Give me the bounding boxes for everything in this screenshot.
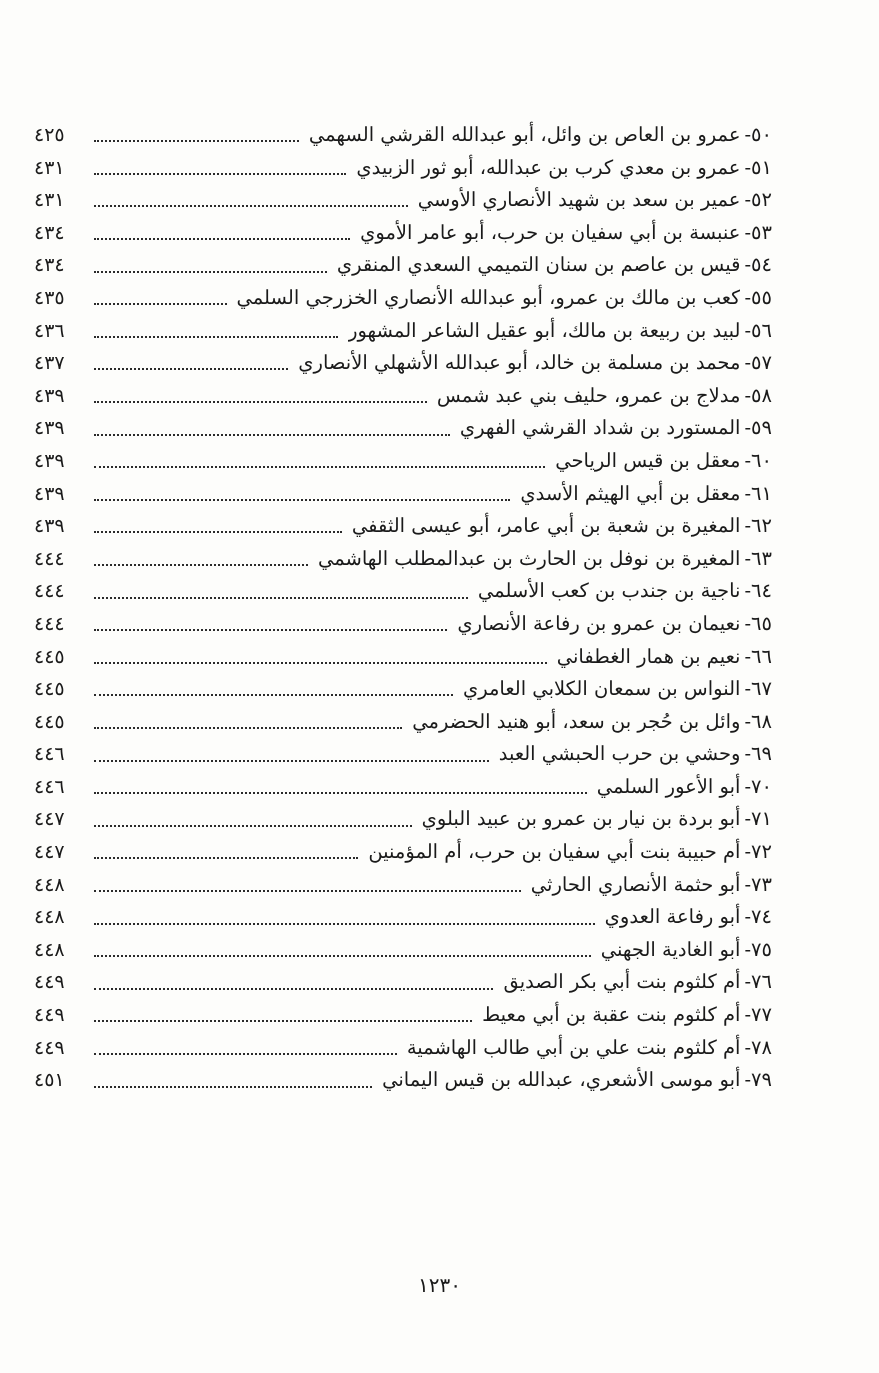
dot-leader: [94, 271, 327, 273]
entry-title: أبو بردة بن نيار بن عمرو بن عبيد البلوي: [421, 807, 741, 831]
entry-page: ٤٣٩: [34, 515, 65, 538]
entry-title: عنبسة بن أبي سفيان بن حرب، أبو عامر الأموي: [360, 220, 741, 244]
entry-page: ٤٣١: [34, 156, 65, 179]
dot-leader: [94, 205, 408, 207]
entry-number: ٦١-: [744, 481, 772, 505]
entry-title: نعيم بن همار الغطفاني: [556, 644, 741, 668]
entry-page: ٤٣٩: [34, 449, 65, 472]
entry-number: ٦٣-: [744, 546, 772, 570]
entry-page: ٤٣١: [34, 189, 65, 212]
entry-page: ٤٢٥: [34, 124, 65, 146]
dot-leader: [94, 890, 521, 892]
entry-title: عمرو بن العاص بن وائل، أبو عبدالله القرشي السهمي: [308, 123, 741, 146]
entry-number: ٥٩-: [744, 416, 772, 440]
toc-entry: [34, 1064, 772, 1097]
toc-entry: [34, 706, 772, 739]
dot-leader: [94, 434, 450, 436]
entry-page: ٤٣٧: [34, 352, 65, 375]
entry-page: ٤٤٥: [34, 678, 65, 701]
toc-entry: [34, 901, 772, 934]
dot-leader: [94, 368, 288, 370]
entry-title: أبو رفاعة العدوي: [604, 905, 741, 929]
dot-leader: [94, 760, 489, 762]
entry-number: ٦٥-: [744, 611, 772, 635]
entry-title: أم كلثوم بنت عقبة بن أبي معيط: [482, 1003, 741, 1027]
toc-entry: [34, 641, 772, 674]
dot-leader: [94, 825, 412, 827]
toc-entry: [34, 575, 772, 608]
entry-title: محمد بن مسلمة بن خالد، أبو عبدالله الأشهلي الأنصاري: [298, 351, 741, 375]
toc-entry: [34, 217, 772, 250]
dot-leader: [94, 336, 338, 338]
entry-number: ٦٠-: [744, 448, 772, 472]
entry-title: أم حبيبة بنت أبي سفيان بن حرب، أم المؤمنين: [368, 840, 741, 864]
entry-number: ٧٨-: [744, 1035, 772, 1059]
entry-page: ٤٣٩: [34, 384, 65, 407]
entry-number: ٥٣-: [744, 220, 772, 244]
toc-entry: [34, 478, 772, 511]
entry-page: ٤٤٤: [34, 547, 65, 570]
toc-entry: [34, 119, 772, 152]
toc-entry: [34, 738, 772, 771]
entry-number: ٦٤-: [744, 579, 772, 603]
page-number: ١٢٣٠: [418, 1273, 461, 1297]
entry-number: ٦٩-: [744, 742, 772, 766]
entry-title: المغيرة بن نوفل بن الحارث بن عبدالمطلب الهاشمي: [317, 546, 741, 570]
entry-page: ٤٣٤: [34, 221, 65, 244]
table-of-contents: [34, 119, 772, 1097]
entry-title: عمرو بن معدي كرب بن عبدالله، أبو ثور الزبيدي: [356, 155, 741, 179]
entry-page: ٤٤٥: [34, 710, 65, 733]
toc-entry: [34, 445, 772, 478]
entry-title: قيس بن عاصم بن سنان التميمي السعدي المنقري: [336, 253, 741, 277]
dot-leader: [94, 988, 493, 990]
entry-title: نعيمان بن عمرو بن رفاعة الأنصاري: [457, 611, 741, 635]
entry-number: ٥٨-: [744, 383, 772, 407]
entry-title: معقل بن أبي الهيثم الأسدي: [520, 481, 741, 505]
toc-entry: [34, 347, 772, 380]
entry-page: ٤٤٧: [34, 808, 65, 831]
dot-leader: [94, 792, 587, 794]
entry-number: ٥٦-: [744, 318, 772, 342]
entry-page: ٤٣٩: [34, 482, 65, 505]
entry-page: ٤٣٥: [34, 286, 65, 309]
entry-title: أبو الغادية الجهني: [600, 937, 741, 961]
entry-number: ٦٧-: [744, 677, 772, 701]
toc-entry: [34, 999, 772, 1032]
dot-leader: [94, 303, 227, 305]
entry-number: ٧١-: [744, 807, 772, 831]
dot-leader: [94, 923, 595, 925]
entry-page: ٤٤٤: [34, 580, 65, 603]
toc-entry: [34, 380, 772, 413]
entry-page: ٤٣٦: [34, 319, 65, 342]
dot-leader: [94, 662, 547, 664]
entry-title: معقل بن قيس الرياحي: [555, 448, 741, 472]
entry-number: ٥٤-: [744, 253, 772, 277]
entry-number: ٦٢-: [744, 514, 772, 538]
entry-title: لبيد بن ربيعة بن مالك، أبو عقيل الشاعر المشهور: [348, 318, 741, 342]
dot-leader: [94, 564, 308, 566]
entry-title: المغيرة بن شعبة بن أبي عامر، أبو عيسى الثقفي: [351, 514, 741, 538]
entry-number: ٧٠-: [744, 774, 772, 798]
entry-number: ٦٨-: [744, 709, 772, 733]
entry-title: كعب بن مالك بن عمرو، أبو عبدالله الأنصاري الخزرجي السلمي: [236, 285, 741, 309]
dot-leader: [94, 499, 510, 501]
toc-entry: [34, 608, 772, 641]
dot-leader: [94, 597, 468, 599]
entry-page: ٤٤٨: [34, 938, 65, 961]
toc-entry: [34, 1032, 772, 1065]
entry-number: ٥٢-: [744, 188, 772, 212]
entry-title: مدلاج بن عمرو، حليف بني عبد شمس: [436, 383, 741, 407]
dot-leader: [94, 531, 342, 533]
entry-page: ٤٣٩: [34, 417, 65, 440]
toc-entry: [34, 152, 772, 185]
entry-number: ٥٥-: [744, 285, 772, 309]
dot-leader: [94, 629, 447, 631]
toc-entry: [34, 934, 772, 967]
entry-number: ٥٧-: [744, 351, 772, 375]
entry-number: ٥٠-: [744, 123, 772, 146]
entry-page: ٤٥١: [34, 1069, 65, 1092]
entry-number: ٧٢-: [744, 840, 772, 864]
dot-leader: [94, 140, 299, 142]
toc-entry: [34, 510, 772, 543]
entry-title: أم كلثوم بنت علي بن أبي طالب الهاشمية: [406, 1035, 741, 1059]
dot-leader: [94, 1053, 397, 1055]
entry-page: ٤٣٤: [34, 254, 65, 277]
toc-entry: [34, 249, 772, 282]
toc-entry: [34, 673, 772, 706]
entry-number: ٧٣-: [744, 872, 772, 896]
entry-number: ٧٤-: [744, 905, 772, 929]
dot-leader: [94, 238, 350, 240]
toc-entry: [34, 966, 772, 999]
toc-entry: [34, 282, 772, 315]
entry-title: عمير بن سعد بن شهيد الأنصاري الأوسي: [417, 188, 741, 212]
entry-number: ٧٧-: [744, 1003, 772, 1027]
entry-page: ٤٤٦: [34, 743, 65, 766]
entry-number: ٧٦-: [744, 970, 772, 994]
entry-page: ٤٤٩: [34, 1036, 65, 1059]
dot-leader: [94, 1020, 472, 1022]
entry-page: ٤٤٥: [34, 645, 65, 668]
entry-number: ٧٩-: [744, 1068, 772, 1092]
toc-entry: [34, 184, 772, 217]
dot-leader: [94, 401, 427, 403]
entry-number: ٧٥-: [744, 937, 772, 961]
dot-leader: [94, 466, 545, 468]
entry-title: وحشي بن حرب الحبشي العبد: [498, 742, 741, 766]
toc-entry: [34, 543, 772, 576]
entry-title: ناجية بن جندب بن كعب الأسلمي: [477, 579, 741, 603]
entry-title: أبو حثمة الأنصاري الحارثي: [530, 872, 741, 896]
entry-page: ٤٤٩: [34, 1004, 65, 1027]
entry-number: ٥١-: [744, 155, 772, 179]
entry-page: ٤٤٦: [34, 775, 65, 798]
dot-leader: [94, 173, 346, 175]
entry-title: أم كلثوم بنت أبي بكر الصديق: [503, 970, 741, 994]
toc-entry: [34, 412, 772, 445]
entry-page: ٤٤٨: [34, 906, 65, 929]
entry-title: المستورد بن شداد القرشي الفهري: [459, 416, 741, 440]
entry-title: أبو موسى الأشعري، عبدالله بن قيس اليماني: [382, 1068, 741, 1092]
toc-entry: [34, 869, 772, 902]
entry-title: النواس بن سمعان الكلابي العامري: [462, 677, 741, 701]
entry-number: ٦٦-: [744, 644, 772, 668]
dot-leader: [94, 955, 591, 957]
entry-page: ٤٤٧: [34, 841, 65, 864]
toc-entry: [34, 771, 772, 804]
entry-page: ٤٤٩: [34, 971, 65, 994]
entry-title: وائل بن حُجر بن سعد، أبو هنيد الحضرمي: [412, 709, 741, 733]
entry-title: أبو الأعور السلمي: [596, 774, 741, 798]
dot-leader: [94, 694, 453, 696]
dot-leader: [94, 857, 358, 859]
entry-page: ٤٤٨: [34, 873, 65, 896]
toc-entry: [34, 836, 772, 869]
dot-leader: [94, 727, 402, 729]
dot-leader: [94, 1086, 372, 1088]
toc-entry: [34, 803, 772, 836]
entry-page: ٤٤٤: [34, 612, 65, 635]
toc-entry: [34, 315, 772, 348]
